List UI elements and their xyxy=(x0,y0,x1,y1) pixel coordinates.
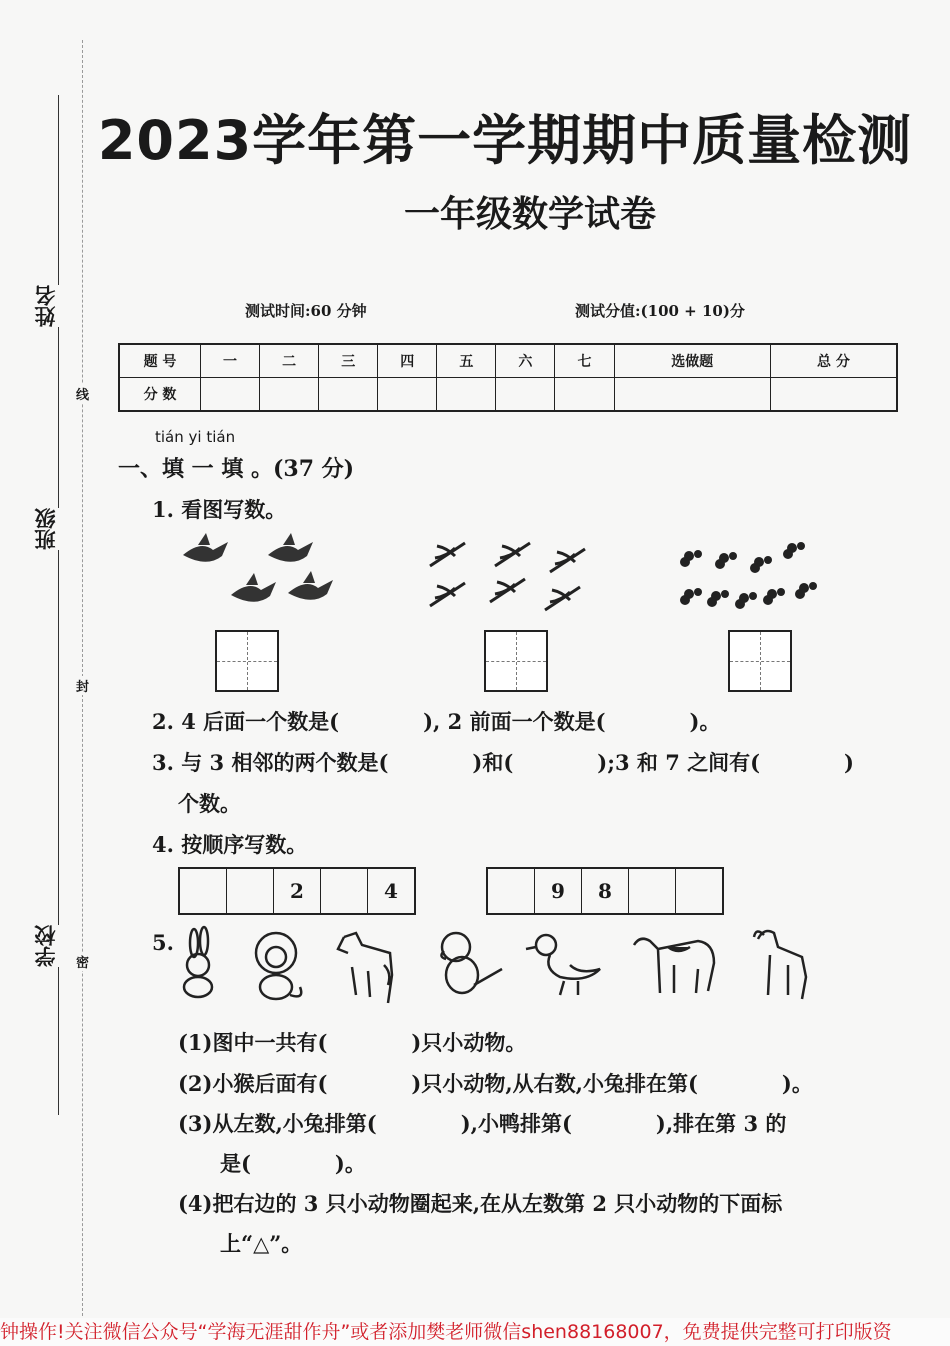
page-title: 2023学年第一学期期中质量检测 xyxy=(97,109,913,172)
question-5: 5. xyxy=(152,930,174,955)
score-header-cell: 题 号 xyxy=(119,344,201,378)
score-header-cell: 总 分 xyxy=(770,344,897,378)
score-cell[interactable] xyxy=(437,378,496,412)
answer-box-ants[interactable] xyxy=(728,630,792,692)
monkey-icon xyxy=(256,933,301,999)
watermark-footer: 钟操作!关注微信公众号“学海无涯甜作舟”或者添加樊老师微信shen88168007，免费提供完整可打印版资 xyxy=(0,1318,950,1346)
school-label: 学校 xyxy=(34,925,64,967)
ant-icon xyxy=(783,542,805,559)
sequence-cell[interactable] xyxy=(321,869,368,913)
ant-icon xyxy=(735,592,757,609)
dragonfly-icon xyxy=(550,549,585,572)
ant-icon xyxy=(680,588,702,605)
dragonfly-icon xyxy=(430,543,465,566)
score-header-cell: 六 xyxy=(496,344,555,378)
question-5-3: (3)从左数,小兔排第( ),小鸭排第( ),排在第 3 的 xyxy=(178,1111,787,1136)
score-header-cell: 选做题 xyxy=(614,344,770,378)
birds-picture xyxy=(178,530,348,615)
score-cell[interactable] xyxy=(378,378,437,412)
sequence-cell[interactable] xyxy=(488,869,535,913)
bird-icon xyxy=(288,571,333,600)
sequence-cell[interactable] xyxy=(676,869,722,913)
dragonflies-picture xyxy=(425,538,595,618)
class-label: 班级 xyxy=(34,508,64,550)
score-row-label: 分 数 xyxy=(119,378,201,412)
ant-icon xyxy=(763,588,785,605)
ant-icon xyxy=(715,552,737,569)
sequence-cell: 4 xyxy=(384,879,398,903)
sequence-cell[interactable] xyxy=(629,869,676,913)
sequence-cell: 9 xyxy=(535,869,582,913)
sequence-boxes-2 xyxy=(486,867,724,915)
question-3-cont: 个数。 xyxy=(178,791,241,816)
question-1: 1. 看图写数。 xyxy=(152,497,287,522)
question-5-1: (1)图中一共有( )只小动物。 xyxy=(178,1030,527,1055)
bird-icon xyxy=(268,533,313,562)
question-4: 4. 按顺序写数。 xyxy=(152,832,308,857)
section-heading: 一、填 一 填 。(37 分) xyxy=(118,456,355,482)
test-time: 测试时间:60 分钟 xyxy=(245,302,367,320)
ant-icon xyxy=(750,556,772,573)
sequence-boxes-1 xyxy=(178,867,416,915)
seal-char-xian: 线 xyxy=(76,384,89,403)
score-cell[interactable] xyxy=(770,378,897,412)
horse-icon xyxy=(338,933,392,1003)
duck-icon xyxy=(526,935,600,995)
score-cell[interactable] xyxy=(319,378,378,412)
bird-icon xyxy=(183,533,228,562)
dragonfly-icon xyxy=(495,543,530,566)
ant-icon xyxy=(707,590,729,607)
seal-char-mi: 密 xyxy=(76,952,89,971)
test-score: 测试分值:(100 + 10)分 xyxy=(575,302,745,320)
question-5-4: (4)把右边的 3 只小动物圈起来,在从左数第 2 只小动物的下面标 xyxy=(178,1191,783,1216)
seal-char-feng: 封 xyxy=(76,676,89,695)
dragonfly-icon xyxy=(490,579,525,602)
animals-row xyxy=(172,925,812,1010)
question-5-4-cont: 上“△”。 xyxy=(220,1231,303,1256)
score-header-cell: 七 xyxy=(555,344,614,378)
question-2: 2. 4 后面一个数是( ), 2 前面一个数是( )。 xyxy=(152,709,721,734)
dragonfly-icon xyxy=(430,583,465,606)
sequence-cell: 2 xyxy=(274,869,321,913)
score-table-header-row xyxy=(119,344,897,378)
score-header-cell: 二 xyxy=(260,344,319,378)
dragonfly-icon xyxy=(545,587,580,610)
cow-icon xyxy=(634,939,714,993)
score-cell[interactable] xyxy=(555,378,614,412)
goat-icon xyxy=(754,931,806,999)
parrot-icon xyxy=(441,933,502,993)
score-header-cell: 一 xyxy=(201,344,260,378)
score-cell[interactable] xyxy=(614,378,770,412)
question-3: 3. 与 3 相邻的两个数是( )和( );3 和 7 之间有( ) xyxy=(152,750,854,775)
sequence-cell: 8 xyxy=(582,869,629,913)
score-header-cell: 三 xyxy=(319,344,378,378)
score-cell[interactable] xyxy=(496,378,555,412)
name-label: 姓名 xyxy=(34,285,64,327)
ant-icon xyxy=(795,582,817,599)
score-table-score-row xyxy=(119,378,897,412)
bird-icon xyxy=(231,573,276,602)
answer-box-birds[interactable] xyxy=(215,630,279,692)
score-cell[interactable] xyxy=(260,378,319,412)
sequence-cell[interactable] xyxy=(227,869,274,913)
score-header-cell: 四 xyxy=(378,344,437,378)
answer-box-dragonflies[interactable] xyxy=(484,630,548,692)
sequence-cell[interactable] xyxy=(180,869,227,913)
page-subtitle: 一年级数学试卷 xyxy=(403,194,656,235)
section-pinyin: tián yi tián xyxy=(155,428,236,446)
question-5-2: (2)小猴后面有( )只小动物,从右数,小兔排在第( )。 xyxy=(178,1071,813,1096)
score-header-cell: 五 xyxy=(437,344,496,378)
rabbit-icon xyxy=(184,927,212,997)
ant-icon xyxy=(680,550,702,567)
ants-picture xyxy=(678,540,828,616)
question-5-3-cont: 是( )。 xyxy=(220,1151,366,1176)
score-table xyxy=(118,343,898,412)
score-cell[interactable] xyxy=(201,378,260,412)
